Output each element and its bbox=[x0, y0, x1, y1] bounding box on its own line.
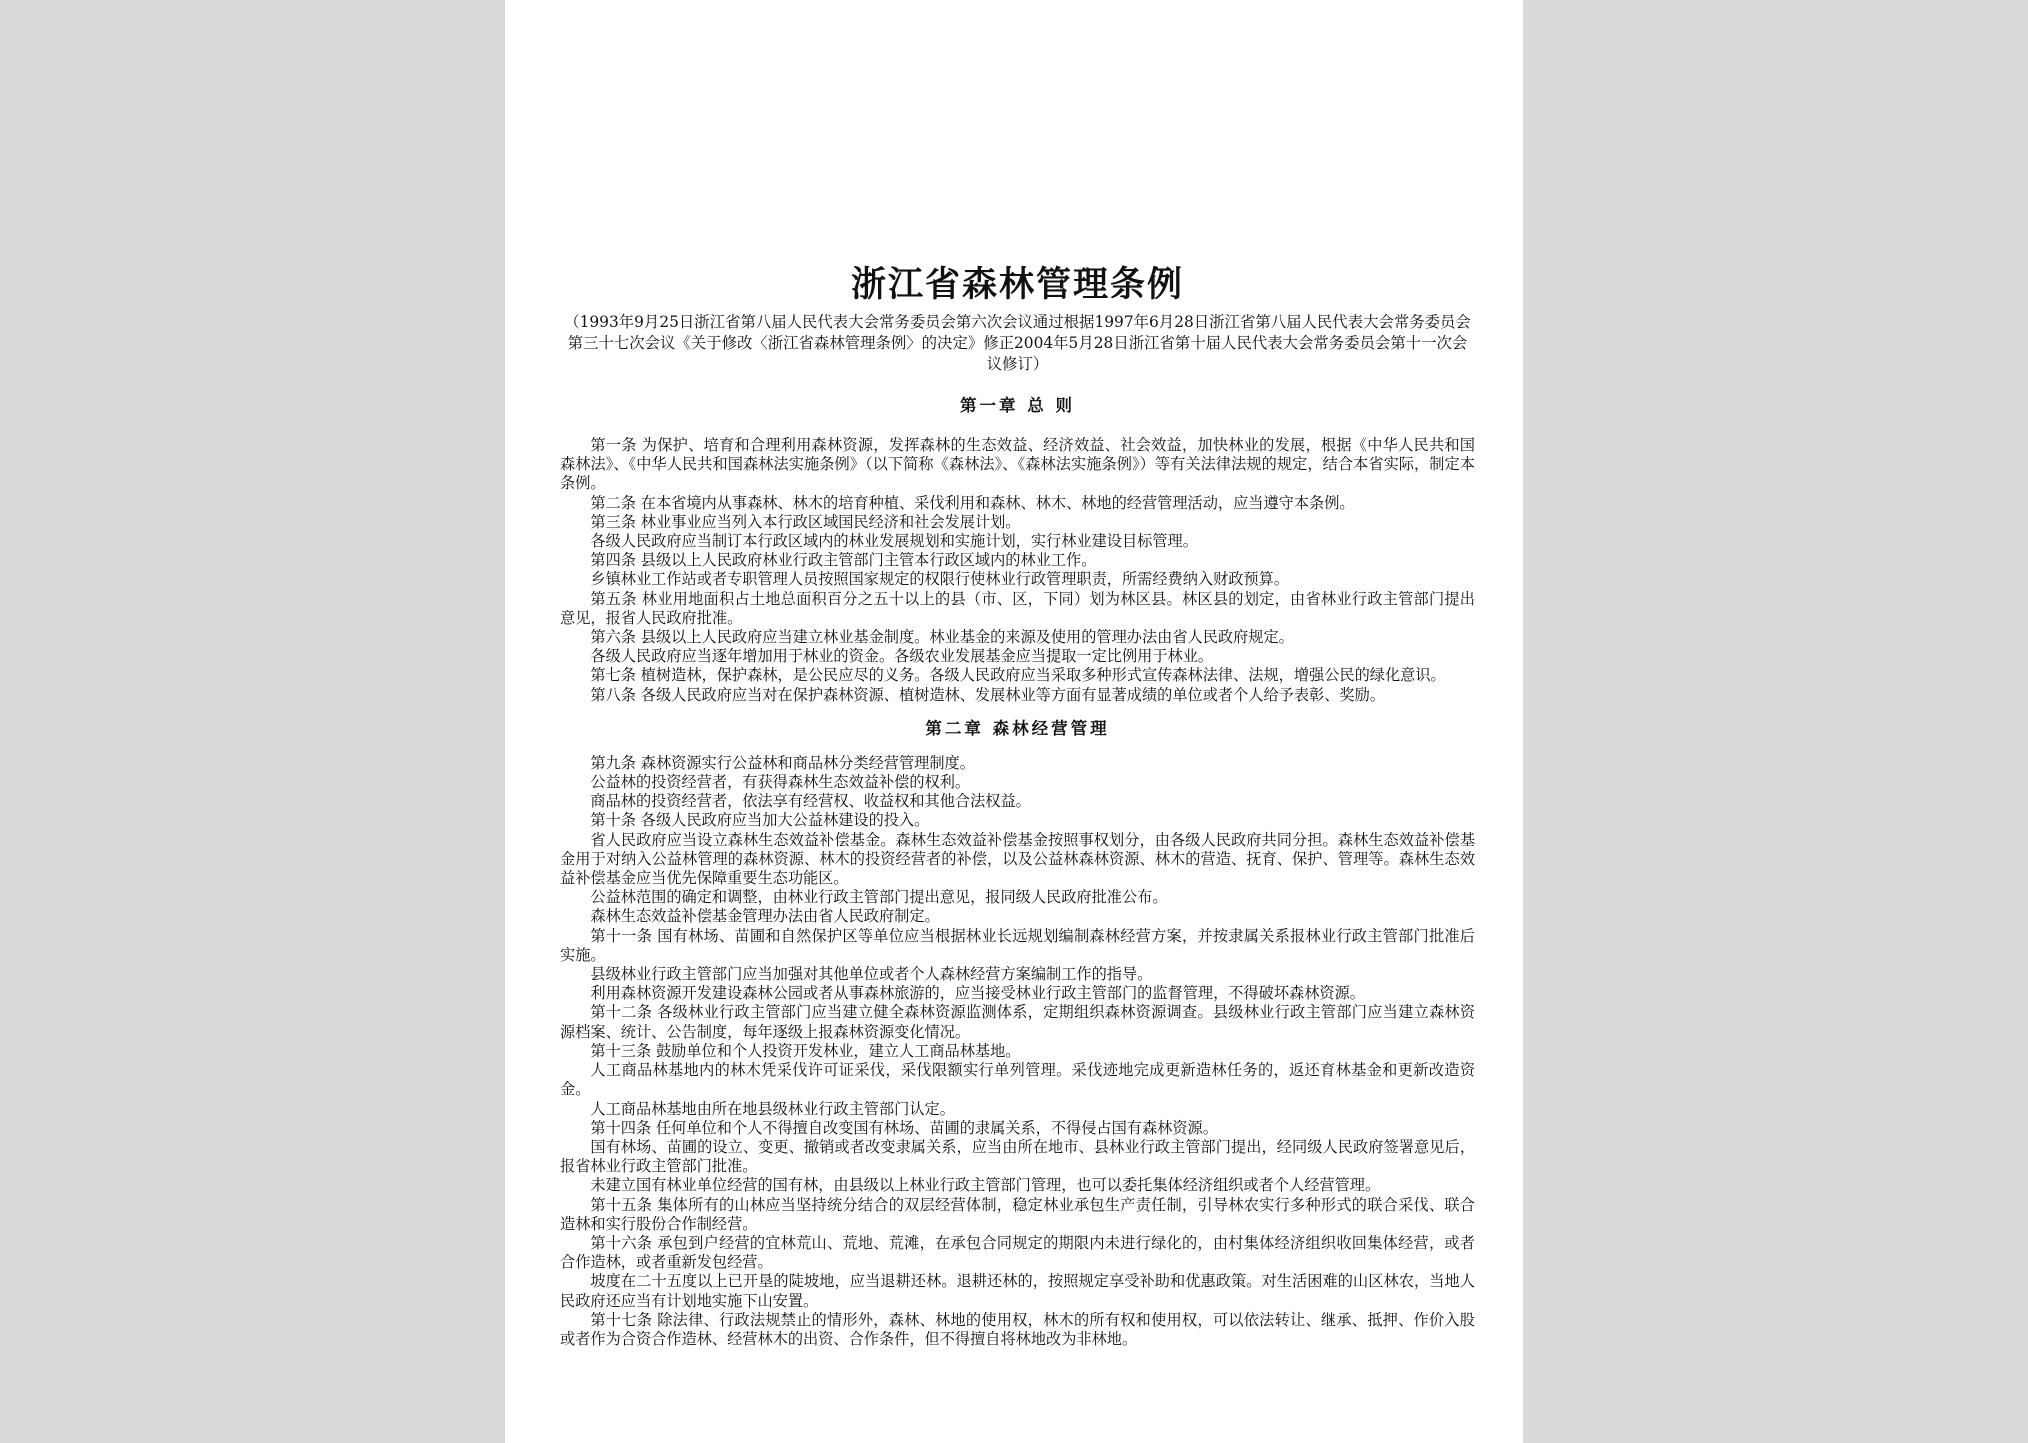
article-paragraph: 第一条 为保护、培育和合理利用森林资源，发挥森林的生态效益、经济效益、社会效益，加快林业的发展，根据《中华人民共和国森林法》、《中华人民共和国森林法实施条例》（以下简称《森林法》、《森林法实施条例》）等有关法律法规的规定，结合本省实际，制定本条例。 bbox=[560, 436, 1475, 493]
article-paragraph: 利用森林资源开发建设森林公园或者从事森林旅游的，应当接受林业行政主管部门的监督管理，不得破坏森林资源。 bbox=[590, 984, 1365, 1003]
article-paragraph: 县级林业行政主管部门应当加强对其他单位或者个人森林经营方案编制工作的指导。 bbox=[590, 965, 1153, 984]
article-paragraph: 人工商品林基地由所在地县级林业行政主管部门认定。 bbox=[590, 1099, 955, 1118]
article-paragraph: 第十一条 国有林场、苗圃和自然保护区等单位应当根据林业长远规划编制森林经营方案，并按隶属关系报林业行政主管部门批准后实施。 bbox=[560, 926, 1475, 964]
article-paragraph: 各级人民政府应当制订本行政区域内的林业发展规划和实施计划，实行林业建设目标管理。 bbox=[590, 532, 1198, 551]
article-paragraph: 各级人民政府应当逐年增加用于林业的资金。各级农业发展基金应当提取一定比例用于林业。 bbox=[590, 647, 1214, 666]
article-paragraph: 第七条 植树造林，保护森林，是公民应尽的义务。各级人民政府应当采取多种形式宣传森林法律、法规，增强公民的绿化意识。 bbox=[590, 666, 1446, 685]
article-paragraph: 森林生态效益补偿基金管理办法由省人民政府制定。 bbox=[590, 907, 940, 926]
article-paragraph: 第六条 县级以上人民政府应当建立林业基金制度。林业基金的来源及使用的管理办法由省人民政府规定。 bbox=[590, 628, 1294, 647]
article-paragraph: 第十三条 鼓励单位和个人投资开发林业，建立人工商品林基地。 bbox=[590, 1041, 1021, 1060]
article-paragraph: 第四条 县级以上人民政府林业行政主管部门主管本行政区域内的林业工作。 bbox=[590, 551, 1097, 570]
article-paragraph: 未建立国有林业单位经营的国有林，由县级以上林业行政主管部门管理，也可以委托集体经济组织或者个人经营管理。 bbox=[590, 1176, 1381, 1195]
article-paragraph: 第十七条 除法律、行政法规禁止的情形外，森林、林地的使用权，林木的所有权和使用权，可以依法转让、继承、抵押、作价入股或者作为合资合作造林、经营林木的出资、合作条件，但不得擅自将林地改为非林地。 bbox=[560, 1310, 1475, 1348]
article-paragraph: 公益林的投资经营者，有获得森林生态效益补偿的权利。 bbox=[590, 773, 971, 792]
article-paragraph: 第十四条 任何单位和个人不得擅自改变国有林场、苗圃的隶属关系，不得侵占国有森林资源。 bbox=[590, 1118, 1218, 1137]
article-paragraph: 第九条 森林资源实行公益林和商品林分类经营管理制度。 bbox=[590, 753, 975, 772]
chapter-body bbox=[560, 754, 1475, 1349]
chapter-body bbox=[560, 436, 1475, 705]
article-paragraph: 第十条 各级人民政府应当加大公益林建设的投入。 bbox=[590, 811, 930, 830]
article-paragraph: 乡镇林业工作站或者专职管理人员按照国家规定的权限行使林业行政管理职责，所需经费纳入财政预算。 bbox=[590, 570, 1290, 589]
article-paragraph: 公益林范围的确定和调整，由林业行政主管部门提出意见，报同级人民政府批准公布。 bbox=[590, 888, 1168, 907]
article-paragraph: 省人民政府应当设立森林生态效益补偿基金。森林生态效益补偿基金按照事权划分，由各级人民政府共同分担。森林生态效益补偿基金用于对纳入公益林管理的森林资源、林木的投资经营者的补偿，以及公益林森林资源、林木的营造、抚育、保护、管理等。森林生态效益补偿基金应当优先保障重要生态功能区。 bbox=[560, 830, 1475, 888]
article-paragraph: 第十五条 集体所有的山林应当坚持统分结合的双层经营体制，稳定林业承包生产责任制，引导林农实行多种形式的联合采伐、联合造林和实行股份合作制经营。 bbox=[560, 1195, 1475, 1233]
chapter-heading: 第一章 总 则 bbox=[960, 396, 1075, 415]
document-page bbox=[505, 0, 1523, 1443]
chapter-heading: 第二章 森林经营管理 bbox=[925, 718, 1110, 738]
document-content bbox=[560, 262, 1475, 1349]
document-title: 浙江省森林管理条例 bbox=[850, 264, 1184, 305]
article-paragraph: 第二条 在本省境内从事森林、林木的培育种植、采伐利用和森林、林木、林地的经营管理活动，应当遵守本条例。 bbox=[590, 493, 1355, 512]
article-paragraph: 坡度在二十五度以上已开垦的陡坡地，应当退耕还林。退耕还林的，按照规定享受补助和优惠政策。对生活困难的山区林农，当地人民政府还应当有计划地实施下山安置。 bbox=[560, 1272, 1475, 1310]
article-paragraph: 第十二条 各级林业行政主管部门应当建立健全森林资源监测体系，定期组织森林资源调查。县级林业行政主管部门应当建立森林资源档案、统计、公告制度，每年逐级上报森林资源变化情况。 bbox=[560, 1003, 1475, 1041]
document-subtitle: （1993年9月25日浙江省第八届人民代表大会常务委员会第六次会议通过根据1997年6月28日浙江省第八届人民代表大会常务委员会第三十七次会议《关于修改〈浙江省森林管理条例〉的决定》修正2004年5月28日浙江省第十届人民代表大会常务委员会第十一次会议修订） bbox=[564, 313, 1471, 373]
article-paragraph: 第十六条 承包到户经营的宜林荒山、荒地、荒滩，在承包合同规定的期限内未进行绿化的，由村集体经济组织收回集体经营，或者合作造林，或者重新发包经营。 bbox=[560, 1233, 1475, 1272]
article-paragraph: 商品林的投资经营者，依法享有经营权、收益权和其他合法权益。 bbox=[590, 792, 1031, 811]
article-paragraph: 第五条 林业用地面积占土地总面积百分之五十以上的县（市、区，下同）划为林区县。林区县的划定，由省林业行政主管部门提出意见，报省人民政府批准。 bbox=[560, 589, 1475, 627]
article-paragraph: 人工商品林基地内的林木凭采伐许可证采伐，采伐限额实行单列管理。采伐迹地完成更新造林任务的，返还育林基金和更新改造资金。 bbox=[560, 1061, 1475, 1099]
article-paragraph: 国有林场、苗圃的设立、变更、撤销或者改变隶属关系，应当由所在地市、县林业行政主管部门提出，经同级人民政府签署意见后，报省林业行政主管部门批准。 bbox=[560, 1137, 1475, 1176]
article-paragraph: 第八条 各级人民政府应当对在保护森林资源、植树造林、发展林业等方面有显著成绩的单位或者个人给予表彰、奖励。 bbox=[590, 685, 1385, 704]
article-paragraph: 第三条 林业事业应当列入本行政区域国民经济和社会发展计划。 bbox=[590, 512, 1021, 531]
